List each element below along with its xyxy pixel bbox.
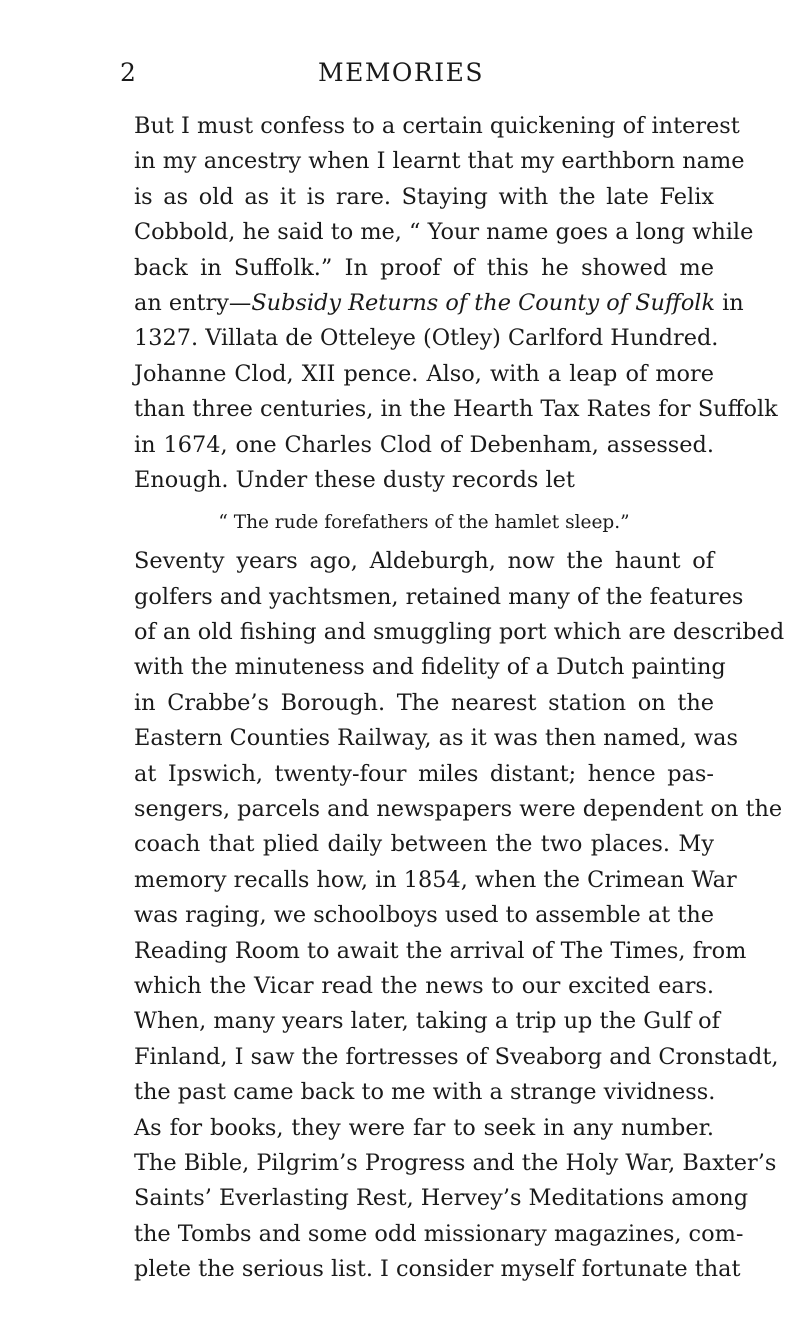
text-line: in my ancestry when I learnt that my earthborn name (134, 148, 745, 175)
text-line: Saints’ Everlasting Rest, Hervey’s Meditations among (134, 1185, 749, 1212)
text-line: Johanne Clod, XII pence. Also, with a leap of more (134, 360, 714, 387)
text-line: the Tombs and some odd missionary magazines, com- (134, 1220, 744, 1247)
text-line: 1327. Villata de Otteleye (Otley) Carlford Hundred. (134, 325, 719, 352)
text-line: in Crabbe’s Borough. The nearest station on the (134, 689, 714, 716)
text-line: memory recalls how, in 1854, when the Crimean War (134, 866, 737, 893)
body-text (134, 109, 785, 1288)
block-quote: “ The rude forefathers of the hamlet sleep.” (218, 512, 630, 534)
text-line: golfers and yachtsmen, retained many of the features (134, 583, 744, 610)
text-line: Cobbold, he said to me, “ Your name goes a long while (134, 219, 754, 246)
running-title: MEMORIES (317, 58, 485, 87)
text-line: Reading Room to await the arrival of The Times, from (134, 937, 747, 964)
text-line: which the Vicar read the news to our excited ears. (134, 972, 714, 999)
text-line: was raging, we schoolboys used to assemble at the (134, 902, 714, 929)
text-line: As for books, they were far to seek in any number. (134, 1114, 714, 1141)
text-line: But I must confess to a certain quickening of interest (134, 113, 740, 139)
text-line: of an old fishing and smuggling port which are described (134, 619, 785, 646)
running-head (112, 58, 690, 92)
text-line: sengers, parcels and newspapers were dependent on the (134, 796, 783, 823)
text-line: is as old as it is rare. Staying with the late Felix (134, 183, 714, 210)
text-line: in 1674, one Charles Clod of Debenham, assessed. (134, 431, 714, 458)
text-line: The Bible, Pilgrim’s Progress and the Holy War, Baxter’s (134, 1149, 777, 1176)
page-number: 2 (120, 58, 137, 87)
text-line: plete the serious list. I consider myself fortunate that (134, 1256, 741, 1283)
text-line: at Ipswich, twenty-four miles distant; hence pas- (134, 760, 714, 787)
text-line: the past came back to me with a strange vividness. (134, 1079, 716, 1106)
text-line: an entry—Subsidy Returns of the County of Suffolk in (134, 289, 744, 316)
text-line: than three centuries, in the Hearth Tax Rates for Suffolk (134, 396, 778, 423)
text-line: When, many years later, taking a trip up the Gulf of (134, 1008, 720, 1035)
text-line: with the minuteness and fidelity of a Dutch painting (134, 654, 726, 681)
text-line: Finland, I saw the fortresses of Sveaborg and Cronstadt, (134, 1043, 779, 1070)
text-line: Seventy years ago, Aldeburgh, now the haunt of (134, 548, 714, 575)
text-line: coach that plied daily between the two places. My (134, 831, 714, 858)
text-line: Eastern Counties Railway, as it was then named, was (134, 725, 738, 752)
text-line: back in Suffolk.” In proof of this he showed me (134, 254, 714, 281)
text-line: Enough. Under these dusty records let (134, 466, 575, 493)
